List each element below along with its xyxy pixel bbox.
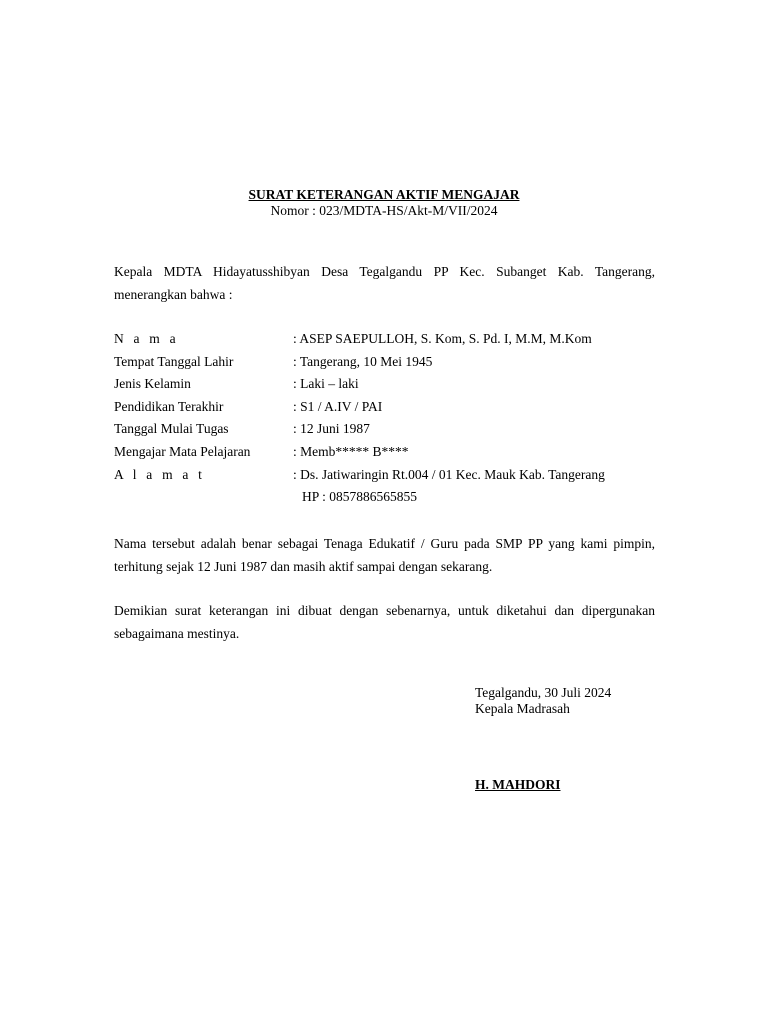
signature-place-date: Tegalgandu, 30 Juli 2024 bbox=[475, 685, 612, 700]
signature-position: Kepala Madrasah bbox=[475, 701, 570, 716]
signature-block bbox=[475, 685, 611, 717]
document-number: Nomor : 023/MDTA-HS/Akt-M/VII/2024 bbox=[270, 203, 498, 218]
document-title: SURAT KETERANGAN AKTIF MENGAJAR bbox=[248, 187, 520, 202]
field-value-jenis-kelamin: : Laki – laki bbox=[293, 376, 359, 392]
field-value-nama: : ASEP SAEPULLOH, S. Kom, S. Pd. I, M.M, M.Kom bbox=[293, 331, 592, 346]
field-label-tanggal-mulai: Tanggal Mulai Tugas bbox=[114, 421, 229, 437]
field-value-tanggal-mulai: : 12 Juni 1987 bbox=[293, 421, 370, 437]
field-label-nama: N a m a bbox=[114, 331, 179, 346]
identity-fields bbox=[114, 329, 674, 510]
field-value-mata-pelajaran: : Memb***** B**** bbox=[293, 443, 409, 459]
field-row-mata-pelajaran bbox=[114, 442, 674, 465]
field-row-ttl bbox=[114, 352, 674, 375]
field-label-alamat: A l a m a t bbox=[114, 466, 206, 482]
field-value-hp: HP : 0857886565855 bbox=[302, 489, 418, 505]
field-row-hp bbox=[114, 487, 674, 510]
field-row-nama bbox=[114, 329, 674, 352]
field-label-mata-pelajaran: Mengajar Mata Pelajaran bbox=[114, 443, 251, 459]
statement-paragraph: Nama tersebut adalah benar sebagai Tenaga Edukatif / Guru pada SMP PP yang kami pimpin, terhitung sejak 12 Juni 1987 dan masih aktif sampai dengan sekarang. bbox=[114, 536, 655, 574]
field-label-pendidikan: Pendidikan Terakhir bbox=[114, 398, 224, 414]
field-row-jenis-kelamin bbox=[114, 374, 674, 397]
field-value-ttl: : Tangerang, 10 Mei 1945 bbox=[293, 353, 433, 369]
field-label-ttl: Tempat Tanggal Lahir bbox=[114, 353, 234, 369]
intro-paragraph: Kepala MDTA Hidayatusshibyan Desa Tegalgandu PP Kec. Subanget Kab. Tangerang, menerangkan bahwa : bbox=[114, 264, 655, 302]
field-row-pendidikan bbox=[114, 397, 674, 420]
field-value-pendidikan: : S1 / A.IV / PAI bbox=[293, 398, 383, 414]
closing-paragraph: Demikian surat keterangan ini dibuat dengan sebenarnya, untuk diketahui dan dipergunakan sebagaimana mestinya. bbox=[114, 603, 655, 641]
signatory-name: H. MAHDORI bbox=[475, 777, 561, 792]
field-label-jenis-kelamin: Jenis Kelamin bbox=[114, 376, 191, 392]
field-value-alamat: : Ds. Jatiwaringin Rt.004 / 01 Kec. Mauk Kab. Tangerang bbox=[293, 466, 605, 482]
field-row-alamat bbox=[114, 465, 674, 488]
field-row-tanggal-mulai bbox=[114, 419, 674, 442]
